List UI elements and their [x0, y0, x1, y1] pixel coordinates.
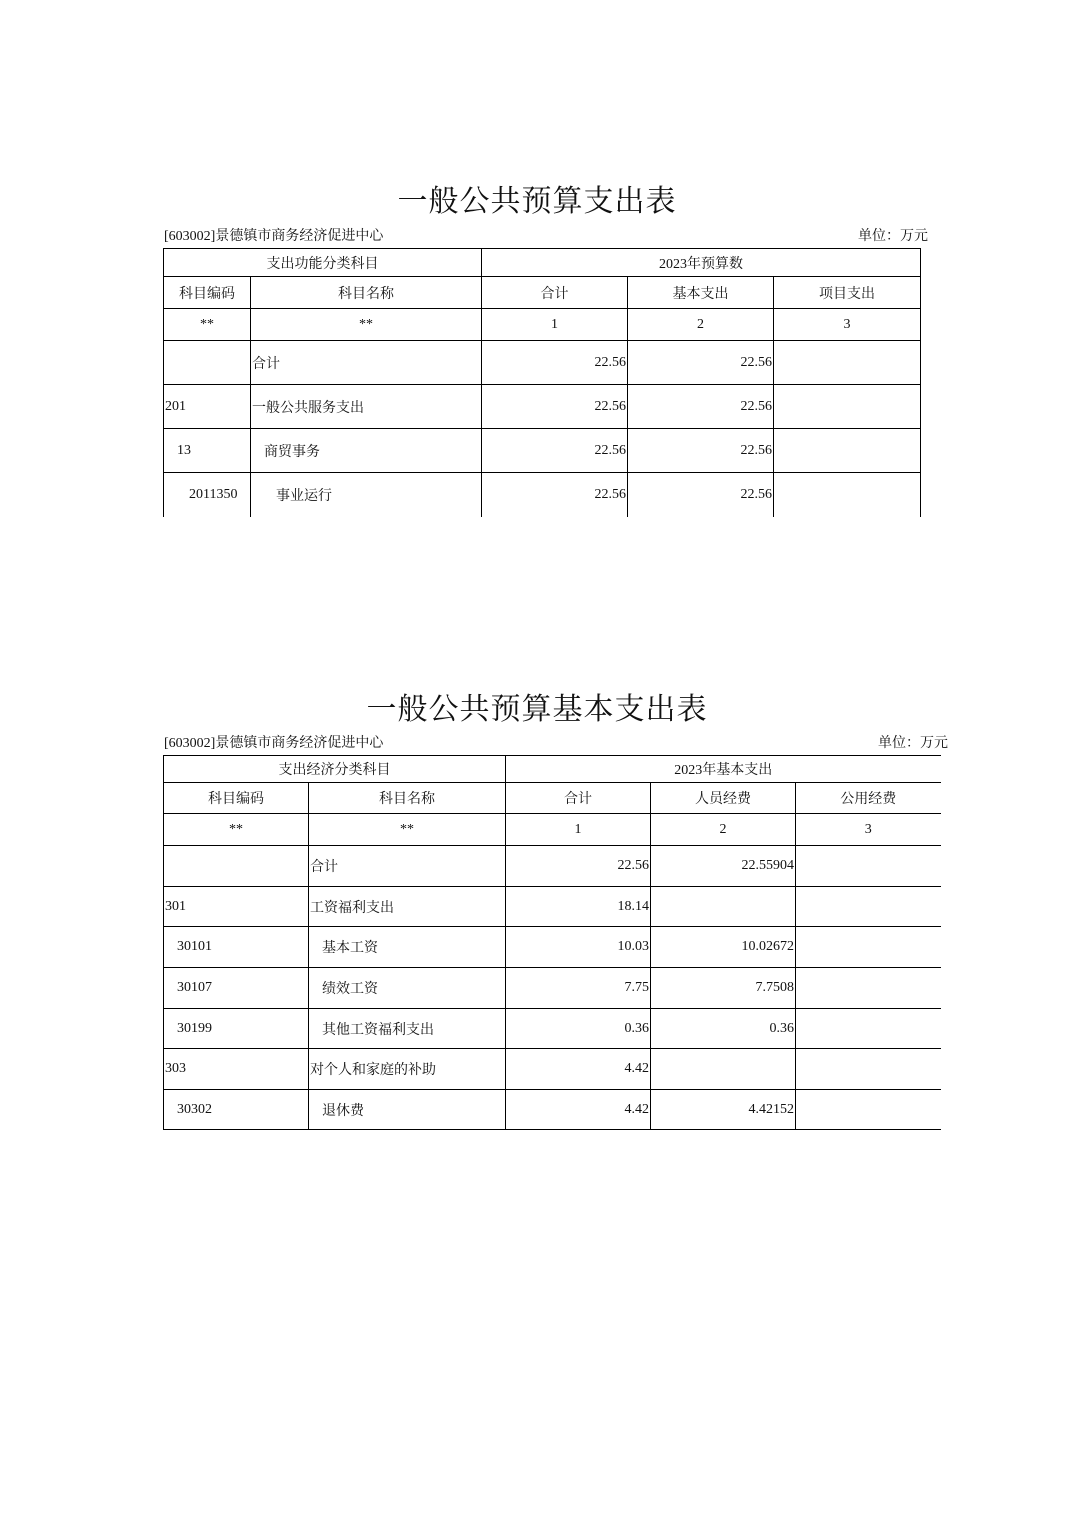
- table2-org: [603002]景德镇市商务经济促进中心: [164, 736, 384, 751]
- total-cell: 22.56: [482, 341, 628, 385]
- table-row: [164, 887, 941, 927]
- personnel-cell: 10.02672: [651, 927, 796, 968]
- header-name: 科目名称: [309, 783, 506, 814]
- total-cell: 4.42: [506, 1090, 651, 1130]
- code-cell: 30107: [164, 968, 309, 1009]
- header-project: 项目支出: [774, 277, 921, 309]
- table2-unit: 单位：万元: [878, 736, 948, 751]
- personnel-cell: 0.36: [651, 1009, 796, 1049]
- total-cell: 4.42: [506, 1049, 651, 1090]
- public-cell: [796, 968, 941, 1009]
- personnel-cell: [651, 1049, 796, 1090]
- index-cell: **: [251, 309, 482, 341]
- project-cell: [774, 429, 921, 473]
- code-cell: 201: [164, 385, 251, 429]
- table2-title: 一般公共预算基本支出表: [366, 693, 708, 726]
- total-cell: 22.56: [506, 846, 651, 887]
- total-cell: 22.56: [482, 429, 628, 473]
- personnel-cell: 4.42152: [651, 1090, 796, 1130]
- index-cell: **: [164, 814, 309, 846]
- personnel-cell: 22.55904: [651, 846, 796, 887]
- group-header-left: 支出经济分类科目: [164, 756, 506, 783]
- public-cell: [796, 1049, 941, 1090]
- name-cell: 合计: [251, 341, 482, 385]
- project-cell: [774, 385, 921, 429]
- basic-cell: 22.56: [628, 341, 774, 385]
- name-cell: 事业运行: [251, 473, 482, 517]
- table1-title: 一般公共预算支出表: [397, 185, 677, 218]
- total-cell: 22.56: [482, 473, 628, 517]
- total-cell: 7.75: [506, 968, 651, 1009]
- index-cell: 1: [482, 309, 628, 341]
- personnel-cell: [651, 887, 796, 927]
- code-cell: 301: [164, 887, 309, 927]
- basic-cell: 22.56: [628, 385, 774, 429]
- header-personnel: 人员经费: [651, 783, 796, 814]
- name-cell: 绩效工资: [309, 968, 506, 1009]
- name-cell: 基本工资: [309, 927, 506, 968]
- header-total: 合计: [482, 277, 628, 309]
- header-public: 公用经费: [796, 783, 941, 814]
- index-cell: 1: [506, 814, 651, 846]
- table-row: [164, 1049, 941, 1090]
- header-basic: 基本支出: [628, 277, 774, 309]
- header-name: 科目名称: [251, 277, 482, 309]
- name-cell: 一般公共服务支出: [251, 385, 482, 429]
- code-cell: 13: [164, 429, 251, 473]
- public-cell: [796, 1090, 941, 1130]
- basic-cell: 22.56: [628, 473, 774, 517]
- total-cell: 18.14: [506, 887, 651, 927]
- group-header-right: 2023年基本支出: [506, 756, 941, 783]
- name-cell: 合计: [309, 846, 506, 887]
- table1-unit: 单位：万元: [858, 229, 928, 244]
- group-header-right: 2023年预算数: [482, 249, 921, 277]
- total-cell: 10.03: [506, 927, 651, 968]
- name-cell: 其他工资福利支出: [309, 1009, 506, 1049]
- table-row: [164, 429, 921, 473]
- name-cell: 工资福利支出: [309, 887, 506, 927]
- index-cell: 2: [628, 309, 774, 341]
- index-cell: 3: [774, 309, 921, 341]
- table-row: [164, 341, 921, 385]
- public-cell: [796, 927, 941, 968]
- table-row: [164, 846, 941, 887]
- personnel-cell: 7.7508: [651, 968, 796, 1009]
- index-cell: 3: [796, 814, 941, 846]
- table2: [163, 755, 941, 1130]
- table-row: [164, 473, 921, 517]
- public-cell: [796, 1009, 941, 1049]
- code-cell: 30199: [164, 1009, 309, 1049]
- code-cell: 30101: [164, 927, 309, 968]
- table1: [163, 248, 921, 517]
- code-cell: [164, 846, 309, 887]
- total-cell: 0.36: [506, 1009, 651, 1049]
- index-cell: **: [164, 309, 251, 341]
- table-row: [164, 385, 921, 429]
- code-cell: 303: [164, 1049, 309, 1090]
- total-cell: 22.56: [482, 385, 628, 429]
- basic-cell: 22.56: [628, 429, 774, 473]
- name-cell: 商贸事务: [251, 429, 482, 473]
- table-row: [164, 968, 941, 1009]
- header-code: 科目编码: [164, 277, 251, 309]
- code-cell: 2011350: [164, 473, 251, 517]
- name-cell: 退休费: [309, 1090, 506, 1130]
- name-cell: 对个人和家庭的补助: [309, 1049, 506, 1090]
- table-row: [164, 1009, 941, 1049]
- public-cell: [796, 846, 941, 887]
- project-cell: [774, 473, 921, 517]
- header-code: 科目编码: [164, 783, 309, 814]
- group-header-left: 支出功能分类科目: [164, 249, 482, 277]
- table-row: [164, 1090, 941, 1130]
- table-row: [164, 927, 941, 968]
- code-cell: [164, 341, 251, 385]
- index-cell: **: [309, 814, 506, 846]
- header-total: 合计: [506, 783, 651, 814]
- index-cell: 2: [651, 814, 796, 846]
- public-cell: [796, 887, 941, 927]
- project-cell: [774, 341, 921, 385]
- code-cell: 30302: [164, 1090, 309, 1130]
- table1-org: [603002]景德镇市商务经济促进中心: [164, 229, 384, 244]
